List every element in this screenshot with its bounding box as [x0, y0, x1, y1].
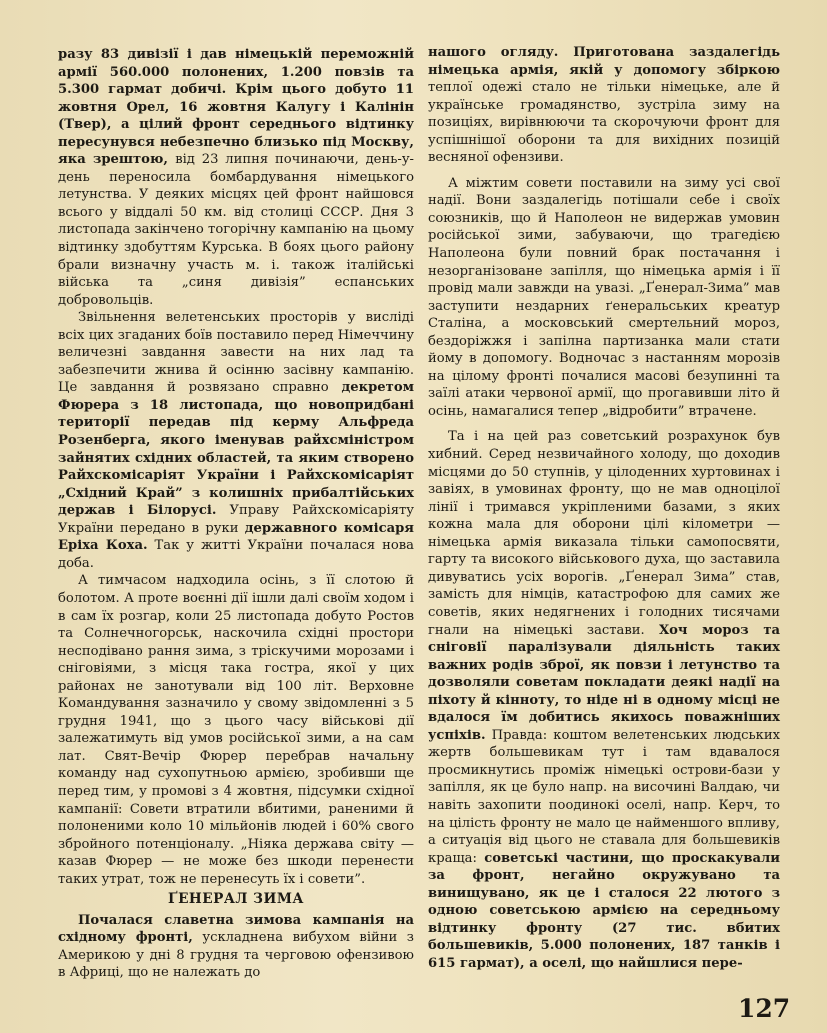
right-column — [428, 44, 780, 972]
text-run: Так у житті України почалася нова доба. — [58, 538, 415, 571]
text-run: декретом Фюрера з 18 листопада, що новопридбані території передав під керму Альфреда Розенберга, якого іменував райхсміністром зайнятих східних областей, та яким створено Райхскомісаріят України і Райхскомісаріят „Східний Край” з колишніх прибалтійських держав і Білорусі. — [58, 380, 414, 519]
page-number: 127 — [738, 994, 791, 1023]
paragraph — [58, 46, 414, 309]
paragraph — [428, 428, 780, 972]
text-run: Та і на цей раз советський розрахунок був хибний. Серед незвичайного холоду, що доходив місцями до 50 ступнів, у цілоденних хуртовинах і завіях, в умовинах фронту, що не мав одноцілої лінії і тримався укріпленими базами, з яких кожна мала для оборони цілі кілометри — німецька армія виказала тільки самопосвяти, гарту та високого військового духа, що заставила дивуватись усіх ворогів. „Ґенерал Зима” став, замість для німців, катастрофою для самих же советів, яких недягнених і голодних тисячами гнали на німецькі застави. — [428, 429, 780, 638]
paragraph — [58, 912, 414, 982]
text-run: нашого огляду. Приготована заздалегідь німецька армія, якій у допомогу збіркою — [428, 45, 780, 78]
text-run: Почалася славетна зимова кампанія на східному фронті, — [58, 912, 414, 946]
text-run: разу 83 дивізії і дав німецькій переможній армії 560.000 полонених, 1.200 повзів та 5.300 гармат добичі. Крім цього добуто 11 жовтня Орел, 16 жовтня Калугу і Калінін (Твер), а цілий фронт середнього відтинку пересунувся небезпечно близько під Москву, яка зрештою, — [58, 47, 414, 168]
text-run: Управу Райхскомісаріяту України передано в руки — [58, 503, 414, 536]
text-run: ускладнена вибухом війни з Америкою у дні 8 грудня та черговою офензивою в Африці, що не належать до — [58, 930, 414, 981]
left-column — [58, 46, 414, 982]
text-run: державного комісаря Еріха Коха. — [58, 520, 414, 554]
paragraph: А міжтим совети поставили на зиму усі свої надії. Вони заздалегідь потішали себе і своїх союзників, що й Наполеон не видержав умовин російської зими, забуваючи, що трагедією Наполеона були повний брак постачання і незорганізоване запілля, що німецька армія і її провід мали завжди на увазі. „Ґенерал-Зима” мав заступити нездарних ґенеральських креатур Сталіна, а московський смертельний мороз, бездоріжжя і запілна партизанка мали стати йому в допомогу. Водночас з настанням морозів на цілому фронті почалися масові безупинні та заїлі атаки червоної армії, що прогавивши літо й осінь, намагалися тепер „відробити” втрачене. — [428, 175, 780, 419]
text-run: Правда: коштом велетенських людських жертв большевикам тут і там вдавалося просмикнутись проміж німецькі острови-бази у запілля, як це було напр. на височині Валдаю, чи навіть захопити поодинокі оселі, напр. Керч, то на цілість фронту не мало це найменшого впливу, а ситуація від цього не ставала для большевиків краща: — [428, 727, 780, 866]
text-run: советські частини, що проскакували за фронт, негайно окружувано та винищувано, як це і сталося 22 лютого з одною советською армією на середньому відтинку фронту (27 тис. вбитих большевиків, 5.000 полонених, 187 танків і 615 гармат), а оселі, що найшлися пере- — [428, 850, 780, 971]
section-heading: ҐЕНЕРАЛ ЗИМА — [168, 891, 304, 908]
paragraph — [428, 44, 780, 167]
text-run: Звільнення велетенських просторів у висліді всіх цих згаданих боїв поставило перед Німеччину величезні завдання завести на них лад та забезпечити жнива й осінню засівну кампанію. Це завдання й розвязано справно — [58, 310, 414, 396]
text-run: Хоч мороз та сніговії паралізували діяльність таких важних родів зброї, як повзи і летунство та дозволяли советам покладати деякі надії на піхоту й кінноту, то ніде ні в одному місці не вдалося їм добитись якихось поважніших успіхів. — [428, 622, 780, 743]
paragraph: А тимчасом надходила осінь, з її слотою й болотом. А проте воєнні дії ішли далі своїм ходом і в сам їх розгар, коли 25 листопада добуто Ростов та Солнечногорськ, наскочила східні простори несподівано рання зима, з тріскучими морозами і сніговіями, з місця така гостра, якої у цих районах не занотували від 100 літ. Верховне Командування зазначило у свому звідомленні з 5 грудня 1941, що з цього часу військові дії залежатимуть від умов російської зими, а на сам лат. Свят-Вечір Фюрер перебрав начальну команду над сухопутньою армією, зробивши ще перед тим, у промові з 4 жовтня, підсумки східної кампанії: Совети втратили вбитими, раненими й полоненими коло 10 мільйонів людей і 60% свого збройного потенціоналу. „Ніяка держава світу — казав Фюрер — не може без шкоди перенести таких утрат, тож не перенесуть їх і совети”. — [58, 573, 414, 887]
text-run: теплої одежі стало не тільки німецьке, але й українське громадянство, зустріла зиму на позиціях, вирівнюючи та скорочуючи фронт для успішнішої оборони та для вихідних позицій весняної офензиви. — [428, 80, 780, 166]
paragraph — [58, 309, 414, 572]
text-run: від 23 липня починаючи, день-у-день переносила бомбардування німецького летунства. У деяких місцях цей фронт найшовся всього у віддалі 50 км. від столиці СССР. Дня 3 листопада закінчено тогорічну кампанію на цьому відтинку здобуттям Курська. В боях цього району брали визначну участь м. і. також італійські війська та „синя дивізія” еспанських добровольців. — [58, 152, 414, 308]
